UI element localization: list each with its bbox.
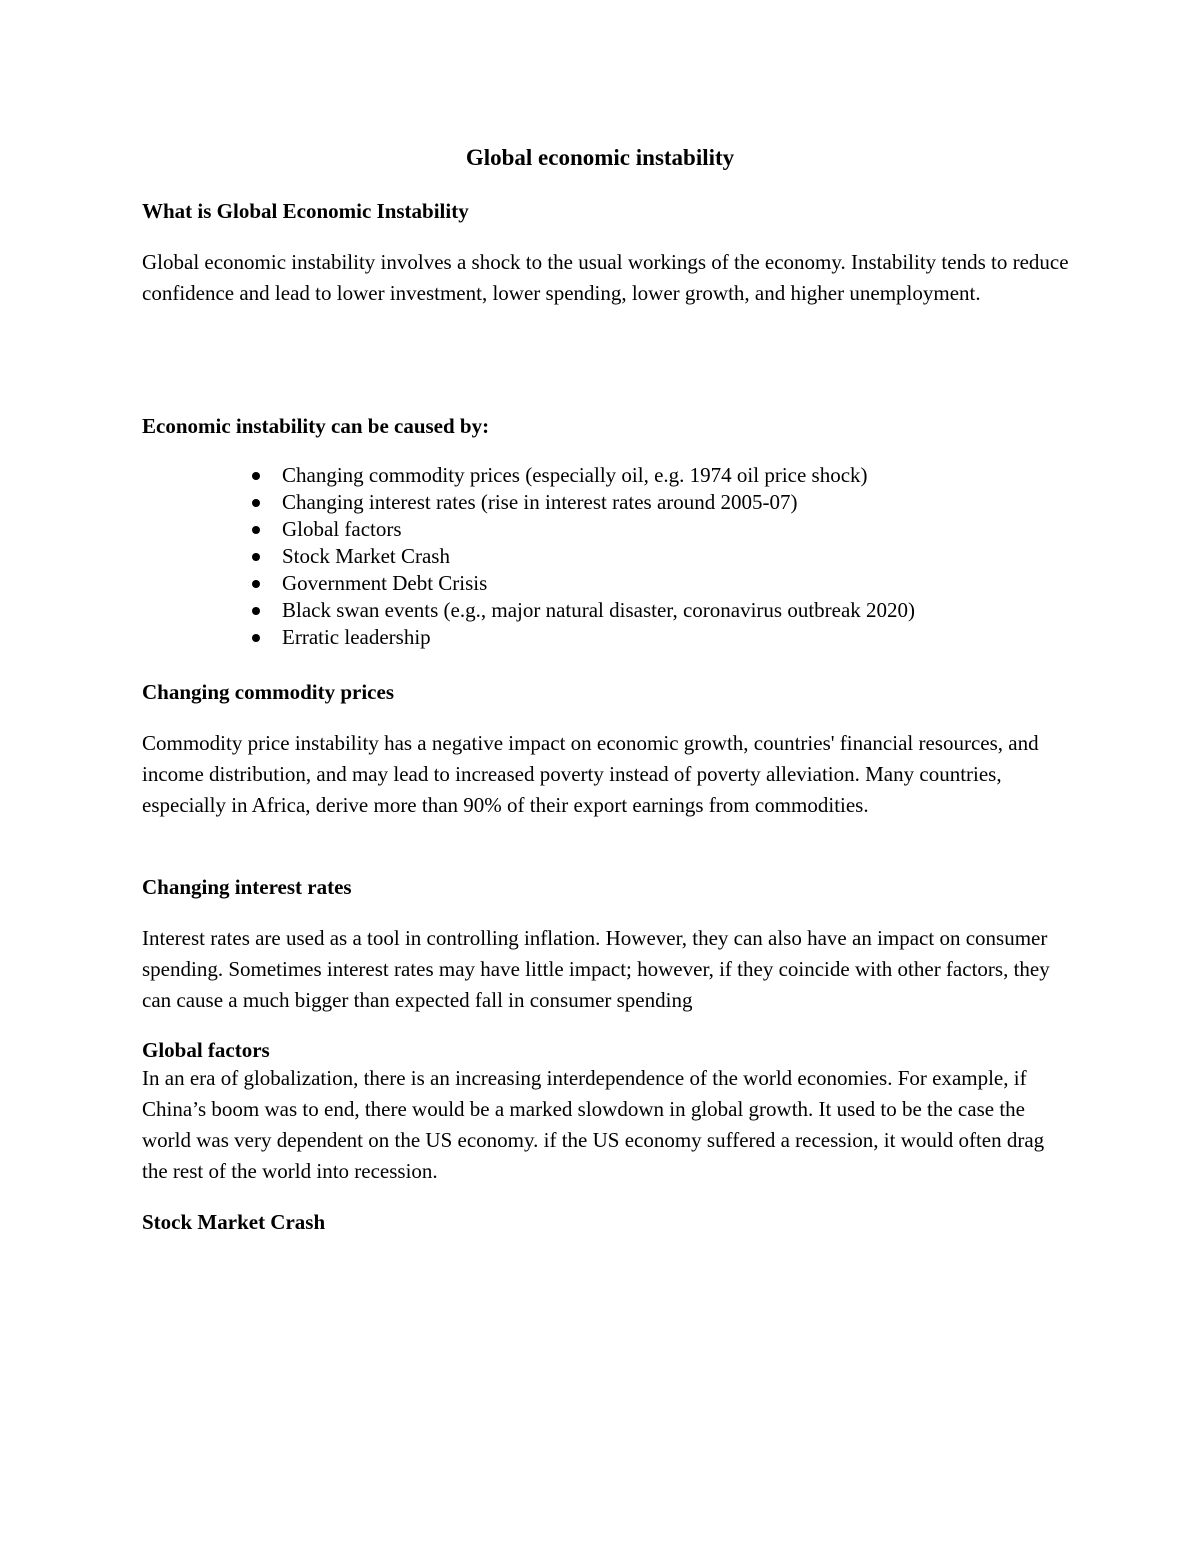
bullet-icon [252, 607, 260, 615]
bullet-icon [252, 499, 260, 507]
section-heading-interest: Changing interest rates [142, 875, 352, 899]
list-item [142, 597, 1072, 624]
list-item-text: Erratic leadership [282, 625, 431, 649]
causes-list [142, 462, 1072, 651]
bullet-icon [252, 580, 260, 588]
section-body-interest: Interest rates are used as a tool in controlling inflation. However, they can also have an impact on consumer spending. Sometimes interest rates may have little impact; however, if they coincide with other factors, they can cause a much bigger than expected fall in consumer spending [142, 926, 1050, 1012]
document-title: Global economic instability [465, 145, 735, 170]
section-body-what-is: Global economic instability involves a shock to the usual workings of the economy. Instability tends to reduce confidence and lead to lower investment, lower spending, lower growth, and higher unemployment. [142, 250, 1069, 305]
list-item-text: Government Debt Crisis [282, 571, 488, 595]
section-body-commodity: Commodity price instability has a negative impact on economic growth, countries' financial resources, and income distribution, and may lead to increased poverty instead of poverty alleviation. Many countries, especially in Africa, derive more than 90% of their export earnings from commodities. [142, 731, 1039, 817]
section-heading-commodity: Changing commodity prices [142, 680, 394, 704]
list-item-text: Black swan events (e.g., major natural disaster, coronavirus outbreak 2020) [282, 598, 916, 622]
list-item [142, 462, 1072, 489]
list-item [142, 624, 1072, 651]
section-heading-causes: Economic instability can be caused by: [142, 414, 490, 438]
list-item [142, 543, 1072, 570]
section-heading-what-is: What is Global Economic Instability [142, 199, 469, 223]
section-heading-stock: Stock Market Crash [142, 1210, 326, 1234]
list-item-text: Changing interest rates (rise in interest rates around 2005-07) [282, 490, 798, 514]
list-item-text: Global factors [282, 517, 402, 541]
section-body-global: In an era of globalization, there is an increasing interdependence of the world economies. For example, if China’s boom was to end, there would be a marked slowdown in global growth. It used to be the case the world was very dependent on the US economy. if the US economy suffered a recession, it would often drag the rest of the world into recession. [142, 1066, 1045, 1183]
list-item-text: Stock Market Crash [282, 544, 450, 568]
bullet-icon [252, 553, 260, 561]
list-item-text: Changing commodity prices (especially oil, e.g. 1974 oil price shock) [282, 463, 868, 487]
list-item [142, 516, 1072, 543]
list-item [142, 570, 1072, 597]
list-item [142, 489, 1072, 516]
bullet-icon [252, 472, 260, 480]
section-heading-global: Global factors [142, 1038, 270, 1062]
bullet-icon [252, 634, 260, 642]
bullet-icon [252, 526, 260, 534]
